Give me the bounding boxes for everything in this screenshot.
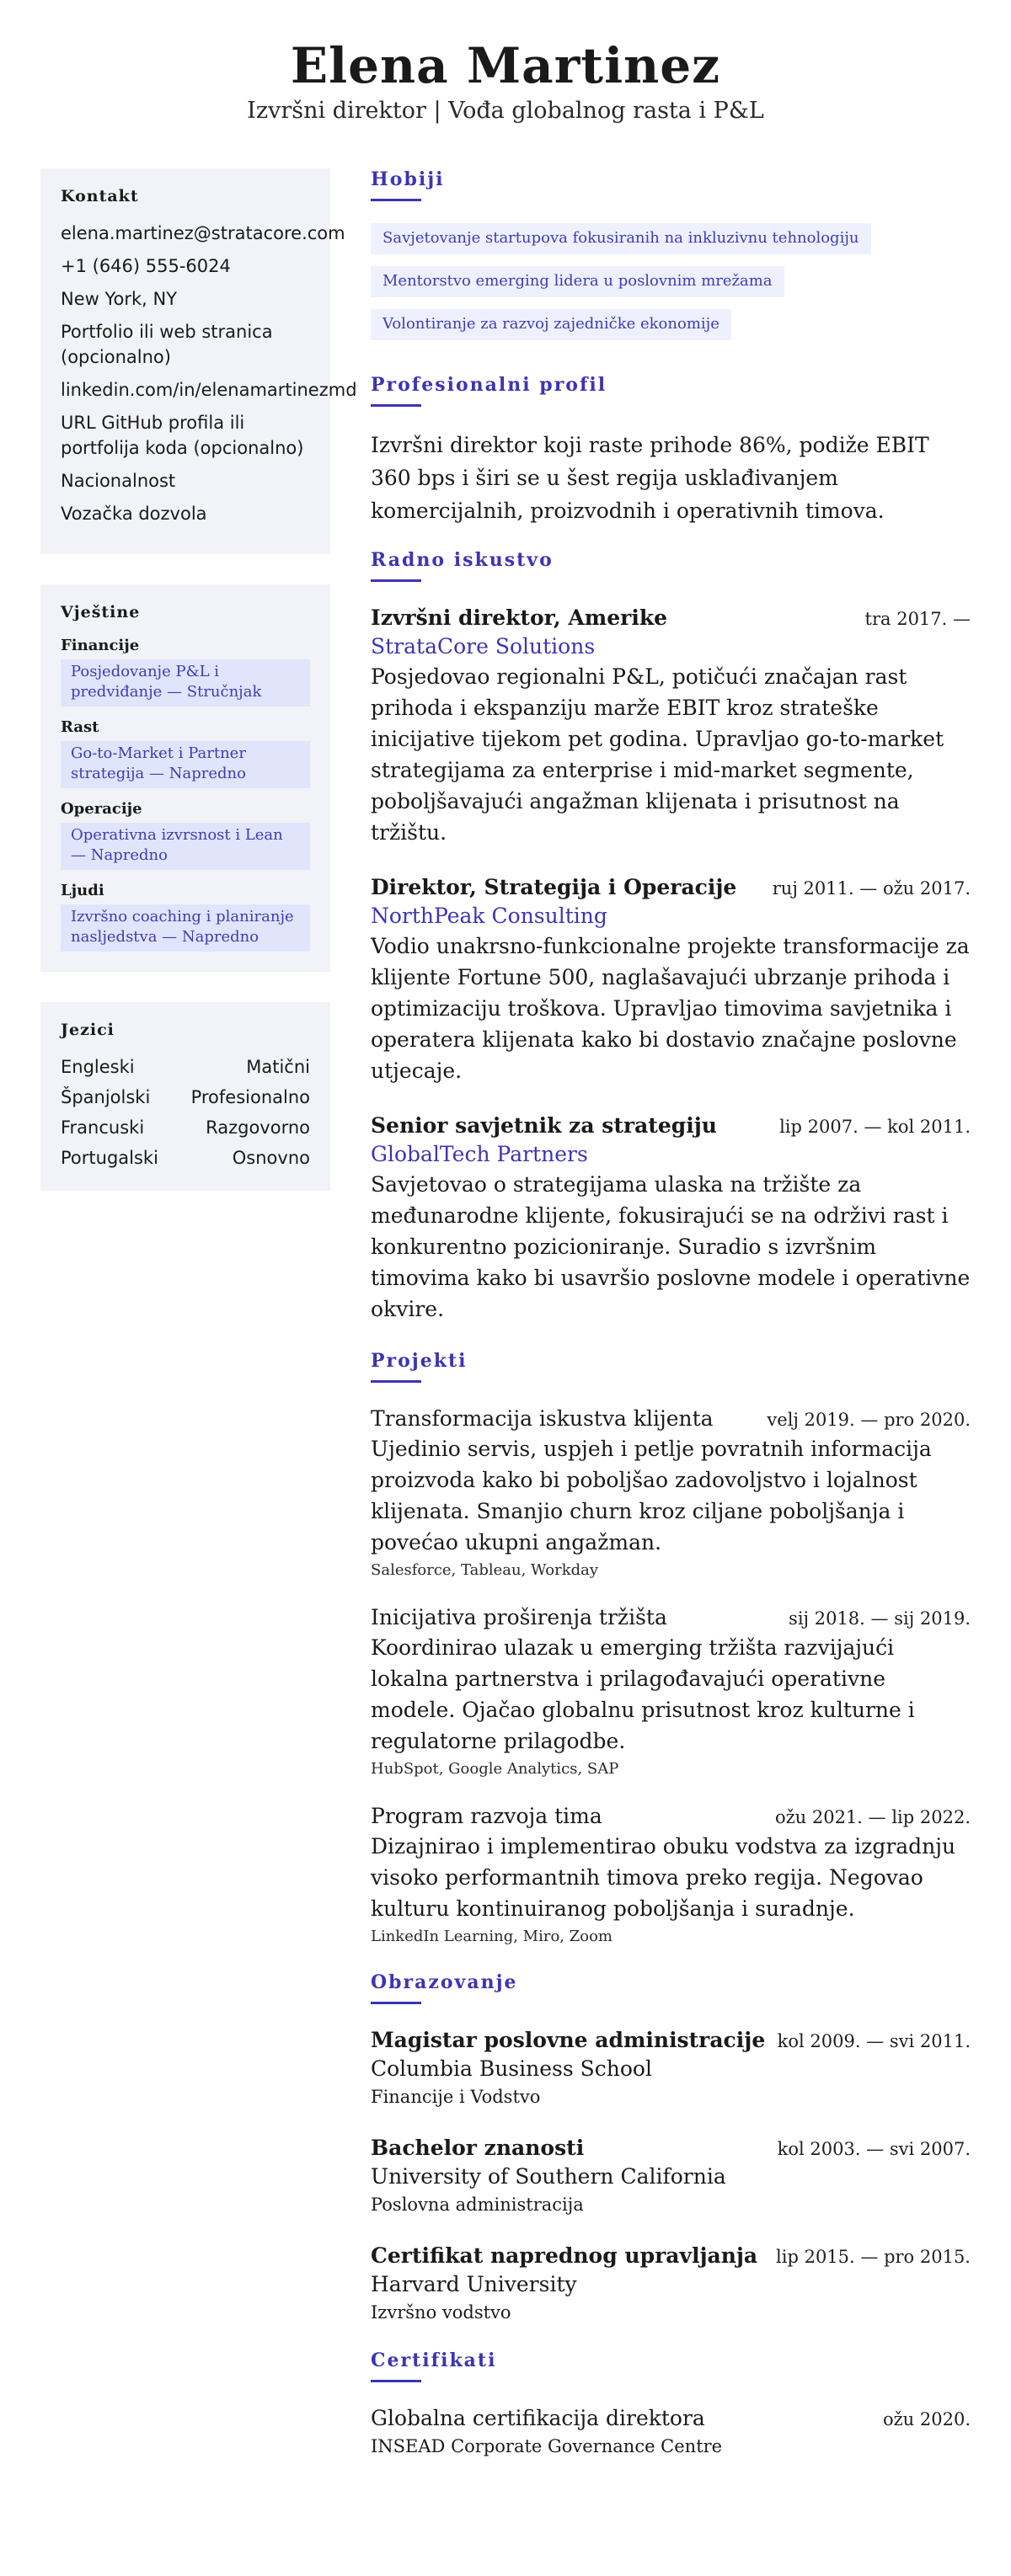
- contact-card: [40, 168, 357, 554]
- entry-head: [371, 1112, 971, 1140]
- contact-license: Vozačka dozvola: [61, 504, 207, 524]
- school-name: University of Southern California: [371, 2164, 726, 2189]
- certifications-section: [371, 2349, 971, 2460]
- skill-chip: Operativna izvrsnost i Lean — Napredno: [61, 823, 310, 870]
- certification-name: Globalna certifikacija direktora: [371, 2406, 705, 2430]
- skills-card: [40, 584, 330, 972]
- degree-name: Certifikat naprednog upravljanja: [371, 2243, 758, 2268]
- profile-section: [371, 374, 971, 527]
- education-entry: [371, 2026, 971, 2110]
- sidebar: [40, 168, 357, 2483]
- profile-summary: Izvršni direktor koji raste prihode 86%, podiže EBIT 360 bps i širi se u šest regija usklađivanjem komercijalnih, proizvodnih i operativnih timova.: [371, 433, 929, 523]
- entry-head: [371, 2026, 971, 2055]
- job-title: Direktor, Strategija i Operacije: [371, 875, 737, 899]
- project-description: Ujedinio servis, uspjeh i petlje povratnih informacija proizvoda kako bi poboljšao zadovoljstvo i lojalnost klijenata. Smanjio churn kroz ciljane poboljšanja i povećao ukupni angažman.: [371, 1437, 932, 1555]
- contact-location: New York, NY: [61, 289, 178, 309]
- languages-title: Jezici: [61, 1021, 115, 1039]
- hobby-list: [371, 223, 971, 352]
- language-level: Osnovno: [232, 1148, 310, 1168]
- section-divider: [371, 2380, 421, 2382]
- education-dates: lip 2015. — pro 2015.: [776, 2247, 971, 2267]
- entry-head: [371, 1405, 971, 1433]
- experience-entry: [371, 873, 971, 1086]
- language-name: Portugalski: [61, 1148, 158, 1168]
- language-level: Razgovorno: [206, 1117, 310, 1138]
- entry-head: [371, 2242, 971, 2270]
- section-title: Profesionalni profil: [371, 374, 607, 396]
- field-of-study: Financije i Vodstvo: [371, 2087, 541, 2107]
- hobby-chip: Savjetovanje startupova fokusiranih na inkluzivnu tehnologiju: [371, 223, 871, 254]
- section-divider: [371, 404, 421, 407]
- project-description: Dizajnirao i implementirao obuku vodstva za izgradnju visoko performantnih timova preko regija. Negovao kulturu kontinuiranog poboljšanja i suradnje.: [371, 1834, 956, 1921]
- project-dates: velj 2019. — pro 2020.: [767, 1410, 971, 1430]
- entry-head: [371, 2404, 971, 2433]
- section-title: Hobiji: [371, 168, 445, 190]
- entry-head: [371, 1603, 971, 1632]
- contact-title: Kontakt: [61, 187, 139, 205]
- education-entry: [371, 2134, 971, 2218]
- skill-chip: Izvršno coaching i planiranje nasljedstva — Napredno: [61, 904, 310, 952]
- job-dates: tra 2017. —: [864, 609, 971, 629]
- contact-email[interactable]: elena.martinez@stratacore.com: [61, 223, 345, 243]
- project-name: Transformacija iskustva klijenta: [371, 1406, 714, 1431]
- job-description: Posjedovao regionalni P&L, potičući značajan rast prihoda i ekspanziju marže EBIT kroz strateške inicijative tijekom pet godina. Upravljao go-to-market strategijama za enterprise i mid-market segmente, poboljšavajući angažman klijenata i prisutnost na tržištu.: [371, 664, 944, 845]
- contact-portfolio[interactable]: Portfolio ili web stranica (opcionalno): [61, 322, 273, 367]
- languages-card: [40, 1002, 330, 1191]
- skill-group-title: Financije: [61, 637, 140, 654]
- entry-head: [371, 604, 971, 632]
- skills-title: Vještine: [61, 603, 141, 621]
- main-content: [371, 168, 971, 2483]
- certification-issuer: INSEAD Corporate Governance Centre: [371, 2436, 723, 2456]
- school-name: Harvard University: [371, 2272, 577, 2296]
- contact-nationality: Nacionalnost: [61, 471, 176, 491]
- language-row: [61, 1085, 310, 1110]
- section-divider: [371, 2002, 421, 2004]
- education-entry: [371, 2242, 971, 2326]
- entry-head: [371, 873, 971, 902]
- job-title: Izvršni direktor, Amerike: [371, 605, 668, 630]
- project-entry: [371, 1405, 971, 1583]
- field-of-study: Izvršno vodstvo: [371, 2302, 511, 2323]
- project-name: Program razvoja tima: [371, 1804, 602, 1828]
- section-divider: [371, 579, 421, 582]
- language-level: Matični: [246, 1057, 310, 1077]
- job-description: Savjetovao o strategijama ulaska na tržište za međunarodne klijente, fokusirajući se na održivi rast i konkurentno pozicioniranje. Suradio s izvršnim timovima kako bi usavršio poslovne modele i operativne okvire.: [371, 1172, 971, 1321]
- job-dates: ruj 2011. — ožu 2017.: [772, 878, 971, 899]
- resume-columns: [0, 168, 1011, 2483]
- education-section: [371, 1971, 971, 2326]
- certification-entry: [371, 2404, 971, 2460]
- person-tagline: Izvršni direktor | Vođa globalnog rasta i P&L: [247, 98, 764, 124]
- section-title: Certifikati: [371, 2349, 497, 2371]
- company-name: NorthPeak Consulting: [371, 904, 607, 928]
- skill-group-title: Ljudi: [61, 882, 104, 899]
- entry-head: [371, 2134, 971, 2163]
- company-name: GlobalTech Partners: [371, 1142, 588, 1166]
- hobby-chip: Mentorstvo emerging lidera u poslovnim mrežama: [371, 266, 784, 297]
- projects-section: [371, 1350, 971, 1949]
- experience-entry: [371, 1112, 971, 1325]
- contact-phone[interactable]: +1 (646) 555-6024: [61, 256, 231, 276]
- job-description: Vodio unakrsno-funkcionalne projekte transformacije za klijente Fortune 500, naglašavajući ubrzanje prihoda i optimizaciju troškova. Upravljao timovima savjetnika i operatera klijenata kako bi dostavio značajne poslovne utjecaje.: [371, 934, 970, 1083]
- contact-linkedin[interactable]: linkedin.com/in/elenamartinezmd: [61, 380, 357, 400]
- experience-section: [371, 549, 971, 1325]
- school-name: Columbia Business School: [371, 2056, 652, 2081]
- certification-date: ožu 2020.: [882, 2409, 971, 2429]
- hobby-chip: Volontiranje za razvoj zajedničke ekonomije: [371, 309, 731, 340]
- section-title: Radno iskustvo: [371, 549, 554, 571]
- experience-entry: [371, 604, 971, 848]
- project-tools: Salesforce, Tableau, Workday: [371, 1561, 599, 1579]
- hobbies-section: [371, 168, 971, 352]
- job-title: Senior savjetnik za strategiju: [371, 1113, 717, 1138]
- degree-name: Magistar poslovne administracije: [371, 2028, 766, 2052]
- skill-group-title: Operacije: [61, 800, 142, 818]
- project-description: Koordinirao ulazak u emerging tržišta razvijajući lokalna partnerstva i prilagođavajući operativne modele. Ojačao globalnu prisutnost kroz kulturne i regulatorne prilagodbe.: [371, 1635, 915, 1753]
- entry-head: [371, 1802, 971, 1831]
- field-of-study: Poslovna administracija: [371, 2195, 584, 2215]
- skill-chip: Posjedovanje P&L i predviđanje — Stručnjak: [61, 659, 310, 707]
- project-dates: sij 2018. — sij 2019.: [789, 1608, 971, 1629]
- language-level: Profesionalno: [190, 1087, 310, 1107]
- project-dates: ožu 2021. — lip 2022.: [774, 1807, 971, 1827]
- language-row: [61, 1145, 310, 1171]
- section-divider: [371, 199, 421, 201]
- person-name: Elena Martinez: [290, 37, 721, 94]
- job-dates: lip 2007. — kol 2011.: [779, 1117, 971, 1137]
- language-row: [61, 1115, 310, 1140]
- project-entry: [371, 1603, 971, 1782]
- language-name: Engleski: [61, 1057, 135, 1077]
- section-divider: [371, 1380, 421, 1383]
- project-name: Inicijativa proširenja tržišta: [371, 1605, 667, 1629]
- language-name: Francuski: [61, 1117, 145, 1138]
- education-dates: kol 2009. — svi 2011.: [777, 2031, 971, 2051]
- skill-group-title: Rast: [61, 718, 99, 736]
- education-dates: kol 2003. — svi 2007.: [777, 2139, 971, 2159]
- skill-chip: Go-to-Market i Partner strategija — Napredno: [61, 741, 310, 788]
- project-tools: HubSpot, Google Analytics, SAP: [371, 1760, 619, 1778]
- section-title: Projekti: [371, 1350, 468, 1372]
- project-entry: [371, 1802, 971, 1949]
- language-row: [61, 1054, 310, 1080]
- degree-name: Bachelor znanosti: [371, 2136, 585, 2160]
- project-tools: LinkedIn Learning, Miro, Zoom: [371, 1928, 612, 1945]
- contact-github[interactable]: URL GitHub profila ili portfolija koda (opcionalno): [61, 413, 304, 458]
- company-name: StrataCore Solutions: [371, 634, 596, 659]
- section-title: Obrazovanje: [371, 1971, 518, 1993]
- resume-header: [0, 0, 1011, 168]
- language-name: Španjolski: [61, 1087, 151, 1107]
